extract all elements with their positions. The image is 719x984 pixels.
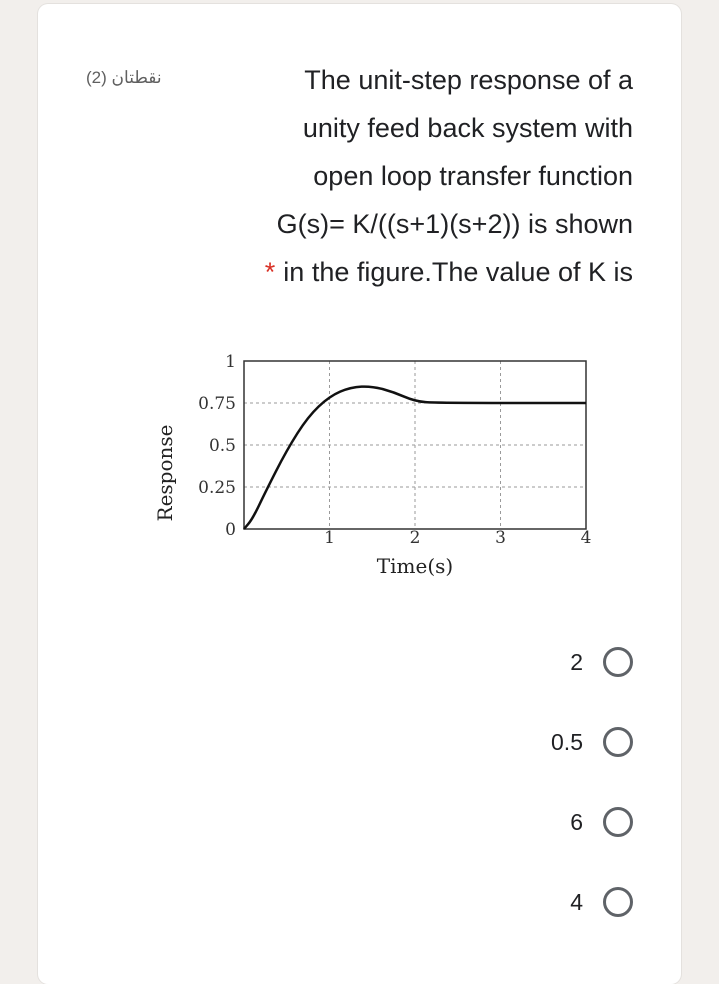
option-label: 0.5: [551, 728, 583, 755]
radio-button[interactable]: [603, 647, 633, 677]
option-label: 6: [570, 808, 583, 835]
x-tick-label: 2: [409, 528, 421, 548]
required-asterisk: *: [264, 257, 276, 287]
points-label: نقطتان (2): [86, 68, 162, 87]
answer-options: [38, 622, 681, 942]
radio-button[interactable]: [603, 727, 633, 757]
x-tick-label: 1: [324, 528, 335, 548]
step-response-chart: [102, 339, 622, 599]
option-row[interactable]: [38, 782, 681, 862]
y-tick-label: 0.25: [198, 478, 236, 498]
question-line: in the figure.The value of K is: [283, 257, 633, 287]
radio-button[interactable]: [603, 887, 633, 917]
question-line: G(s)= K/((s+1)(s+2)) is shown: [276, 209, 633, 239]
y-tick-label: 0: [225, 520, 236, 540]
x-tick-label: 3: [495, 528, 506, 548]
question-line-last: [193, 248, 633, 296]
y-tick-label: 0.75: [198, 394, 236, 414]
option-label: 4: [570, 888, 583, 915]
question-line: The unit-step response of a: [304, 65, 633, 95]
x-axis-label: Time(s): [376, 554, 454, 578]
option-row[interactable]: [38, 702, 681, 782]
option-label: 2: [570, 648, 583, 675]
step-response-figure: [102, 339, 622, 599]
question-card: [38, 4, 681, 984]
y-tick-label: 0.5: [208, 436, 236, 456]
option-row[interactable]: [38, 862, 681, 942]
question-line: open loop transfer function: [313, 161, 633, 191]
question-text: [193, 56, 633, 296]
y-tick-label: 1: [225, 352, 236, 372]
y-axis-label: Response: [153, 424, 177, 522]
question-line: unity feed back system with: [302, 113, 633, 143]
option-row[interactable]: [38, 622, 681, 702]
radio-button[interactable]: [603, 807, 633, 837]
x-tick-label: 4: [580, 528, 592, 548]
